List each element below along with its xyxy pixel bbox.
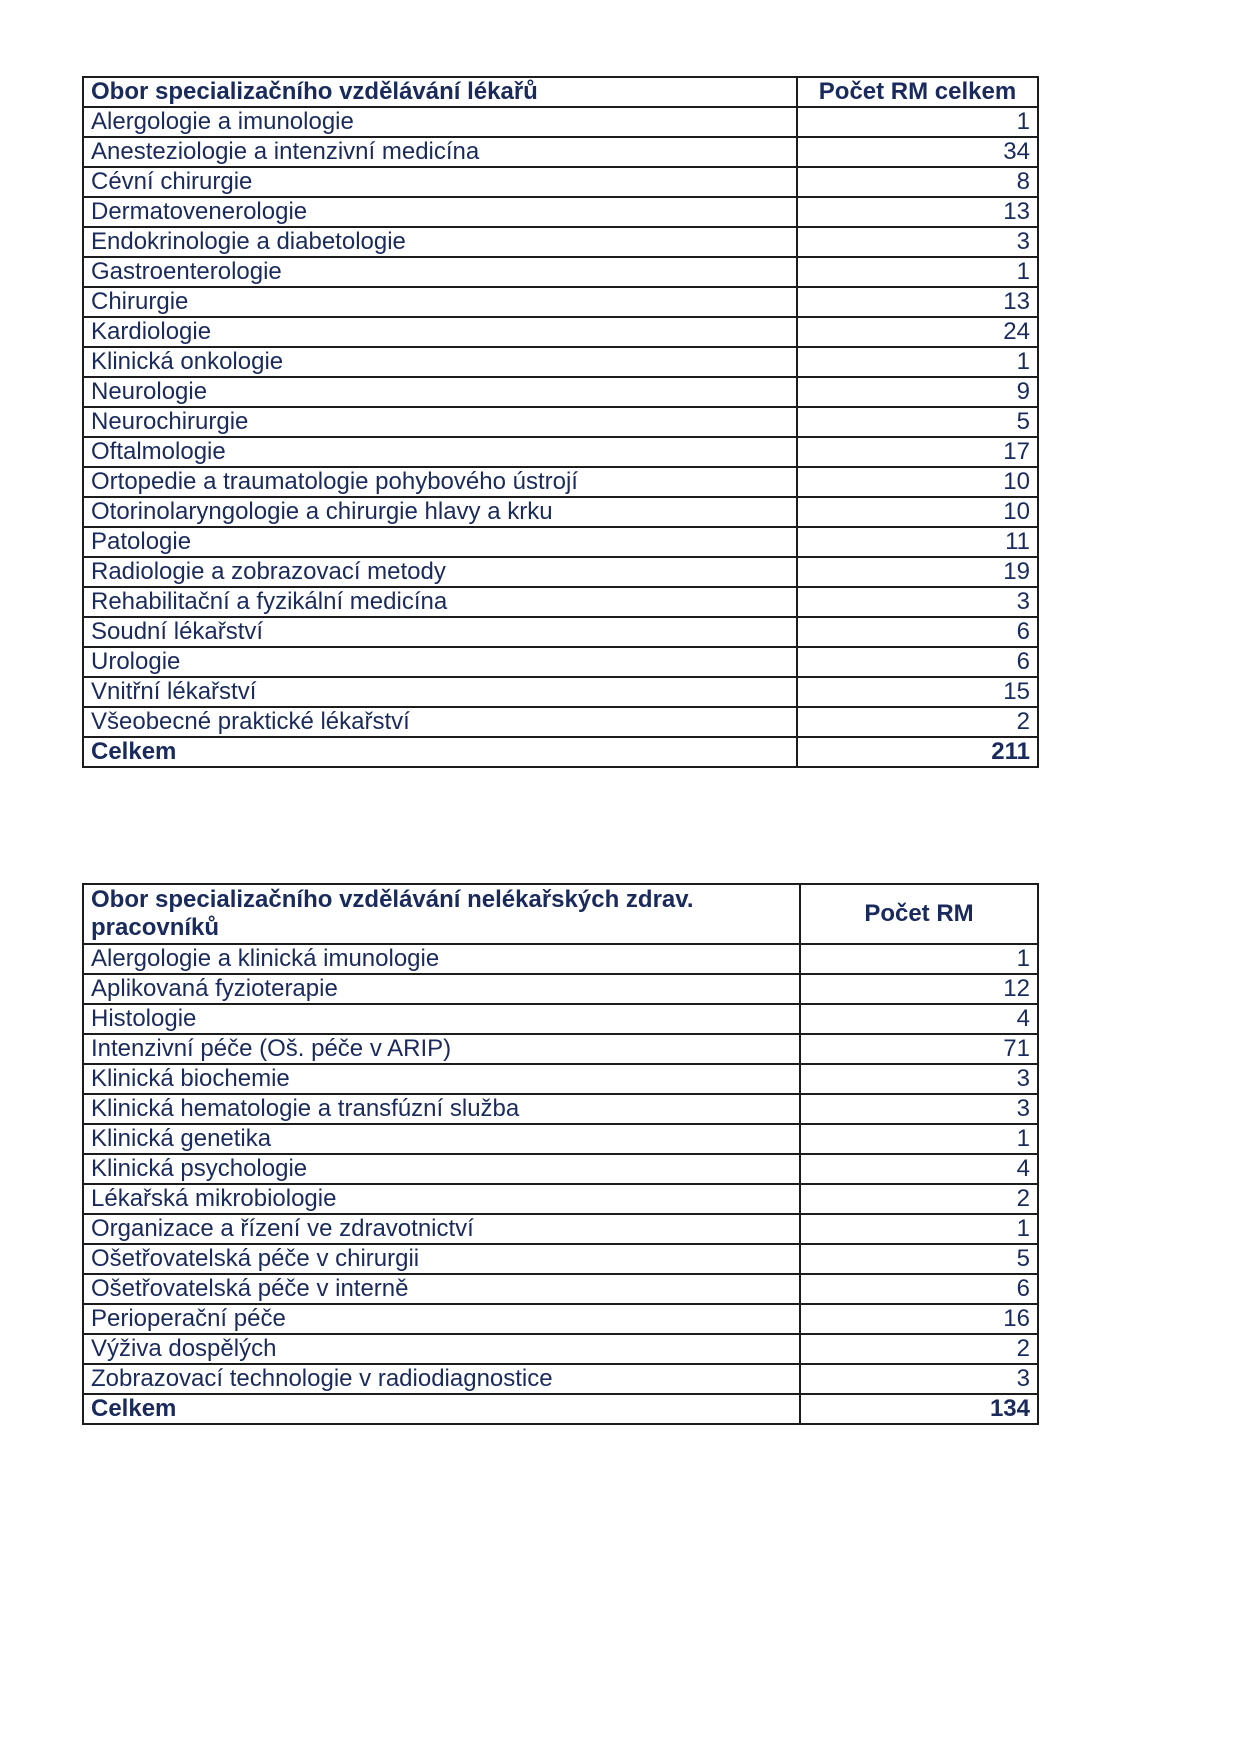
specialization-name: Alergologie a klinická imunologie — [83, 944, 800, 974]
resident-count: 5 — [797, 407, 1038, 437]
specialization-name: Klinická psychologie — [83, 1154, 800, 1184]
specialization-name: Neurochirurgie — [83, 407, 797, 437]
table-row — [83, 347, 1038, 377]
resident-count: 2 — [797, 707, 1038, 737]
total-value: 134 — [800, 1394, 1038, 1424]
table-row — [83, 257, 1038, 287]
specialization-name: Anesteziologie a intenzivní medicína — [83, 137, 797, 167]
table-row — [83, 1304, 1038, 1334]
table-row — [83, 407, 1038, 437]
table-row — [83, 1124, 1038, 1154]
specialization-name: Klinická hematologie a transfúzní služba — [83, 1094, 800, 1124]
resident-count: 19 — [797, 557, 1038, 587]
specialization-name: Urologie — [83, 647, 797, 677]
specialization-name: Perioperační péče — [83, 1304, 800, 1334]
table-row — [83, 1214, 1038, 1244]
specialization-name: Klinická genetika — [83, 1124, 800, 1154]
specialization-name: Intenzivní péče (Oš. péče v ARIP) — [83, 1034, 800, 1064]
resident-count: 13 — [797, 197, 1038, 227]
doctors-specialization-table — [82, 76, 1039, 768]
table-row — [83, 974, 1038, 1004]
resident-count: 24 — [797, 317, 1038, 347]
specialization-name: Výživa dospělých — [83, 1334, 800, 1364]
specialization-name: Kardiologie — [83, 317, 797, 347]
specialization-name: Otorinolaryngologie a chirurgie hlavy a krku — [83, 497, 797, 527]
resident-count: 9 — [797, 377, 1038, 407]
resident-count: 8 — [797, 167, 1038, 197]
specialization-name: Histologie — [83, 1004, 800, 1034]
resident-count: 2 — [800, 1184, 1038, 1214]
total-row — [83, 1394, 1038, 1424]
resident-count: 16 — [800, 1304, 1038, 1334]
specialization-name: Dermatovenerologie — [83, 197, 797, 227]
column-header-count: Počet RM — [800, 884, 1038, 944]
table-row — [83, 107, 1038, 137]
specialization-name: Klinická biochemie — [83, 1064, 800, 1094]
specialization-name: Alergologie a imunologie — [83, 107, 797, 137]
table-row — [83, 1154, 1038, 1184]
specialization-name: Organizace a řízení ve zdravotnictví — [83, 1214, 800, 1244]
table-row — [83, 1274, 1038, 1304]
table-row — [83, 677, 1038, 707]
specialization-name: Zobrazovací technologie v radiodiagnostice — [83, 1364, 800, 1394]
nurses-specialization-table — [82, 883, 1039, 1425]
specialization-name: Klinická onkologie — [83, 347, 797, 377]
specialization-name: Aplikovaná fyzioterapie — [83, 974, 800, 1004]
specialization-name: Ošetřovatelská péče v chirurgii — [83, 1244, 800, 1274]
resident-count: 6 — [797, 647, 1038, 677]
resident-count: 1 — [800, 944, 1038, 974]
table-row — [83, 1064, 1038, 1094]
specialization-name: Oftalmologie — [83, 437, 797, 467]
resident-count: 3 — [797, 587, 1038, 617]
resident-count: 71 — [800, 1034, 1038, 1064]
specialization-name: Ortopedie a traumatologie pohybového ústrojí — [83, 467, 797, 497]
resident-count: 1 — [797, 347, 1038, 377]
table-row — [83, 227, 1038, 257]
total-value: 211 — [797, 737, 1038, 767]
resident-count: 3 — [800, 1094, 1038, 1124]
table-row — [83, 1334, 1038, 1364]
specialization-name: Rehabilitační a fyzikální medicína — [83, 587, 797, 617]
table-row — [83, 197, 1038, 227]
resident-count: 10 — [797, 497, 1038, 527]
table-row — [83, 497, 1038, 527]
table-header-row — [83, 884, 1038, 944]
resident-count: 11 — [797, 527, 1038, 557]
resident-count: 3 — [797, 227, 1038, 257]
table-body — [83, 944, 1038, 1394]
table-row — [83, 317, 1038, 347]
specialization-name: Soudní lékařství — [83, 617, 797, 647]
table-row — [83, 377, 1038, 407]
total-row — [83, 737, 1038, 767]
table-body — [83, 107, 1038, 737]
resident-count: 17 — [797, 437, 1038, 467]
table-row — [83, 1094, 1038, 1124]
resident-count: 34 — [797, 137, 1038, 167]
specialization-name: Chirurgie — [83, 287, 797, 317]
specialization-name: Gastroenterologie — [83, 257, 797, 287]
table-row — [83, 944, 1038, 974]
resident-count: 1 — [800, 1124, 1038, 1154]
table-row — [83, 1364, 1038, 1394]
column-header-specialization: Obor specializačního vzdělávání nelékařských zdrav. pracovníků — [83, 884, 800, 944]
resident-count: 5 — [800, 1244, 1038, 1274]
resident-count: 4 — [800, 1004, 1038, 1034]
total-label: Celkem — [83, 1394, 800, 1424]
table-row — [83, 587, 1038, 617]
resident-count: 1 — [797, 107, 1038, 137]
specialization-name: Endokrinologie a diabetologie — [83, 227, 797, 257]
resident-count: 12 — [800, 974, 1038, 1004]
resident-count: 1 — [800, 1214, 1038, 1244]
specialization-name: Patologie — [83, 527, 797, 557]
total-label: Celkem — [83, 737, 797, 767]
table-row — [83, 707, 1038, 737]
specialization-name: Všeobecné praktické lékařství — [83, 707, 797, 737]
resident-count: 3 — [800, 1364, 1038, 1394]
specialization-name: Ošetřovatelská péče v interně — [83, 1274, 800, 1304]
table-row — [83, 1034, 1038, 1064]
specialization-name: Neurologie — [83, 377, 797, 407]
table-row — [83, 287, 1038, 317]
table-row — [83, 557, 1038, 587]
table-row — [83, 617, 1038, 647]
specialization-name: Radiologie a zobrazovací metody — [83, 557, 797, 587]
resident-count: 1 — [797, 257, 1038, 287]
table-row — [83, 167, 1038, 197]
table-header-row — [83, 77, 1038, 107]
specialization-name: Cévní chirurgie — [83, 167, 797, 197]
resident-count: 13 — [797, 287, 1038, 317]
table-row — [83, 1244, 1038, 1274]
resident-count: 3 — [800, 1064, 1038, 1094]
table-row — [83, 1004, 1038, 1034]
specialization-name: Vnitřní lékařství — [83, 677, 797, 707]
table-row — [83, 467, 1038, 497]
resident-count: 10 — [797, 467, 1038, 497]
table-row — [83, 647, 1038, 677]
table-row — [83, 1184, 1038, 1214]
resident-count: 4 — [800, 1154, 1038, 1184]
resident-count: 15 — [797, 677, 1038, 707]
table-row — [83, 437, 1038, 467]
column-header-specialization: Obor specializačního vzdělávání lékařů — [83, 77, 797, 107]
table-row — [83, 527, 1038, 557]
resident-count: 6 — [797, 617, 1038, 647]
specialization-name: Lékařská mikrobiologie — [83, 1184, 800, 1214]
resident-count: 2 — [800, 1334, 1038, 1364]
table-row — [83, 137, 1038, 167]
column-header-count: Počet RM celkem — [797, 77, 1038, 107]
resident-count: 6 — [800, 1274, 1038, 1304]
